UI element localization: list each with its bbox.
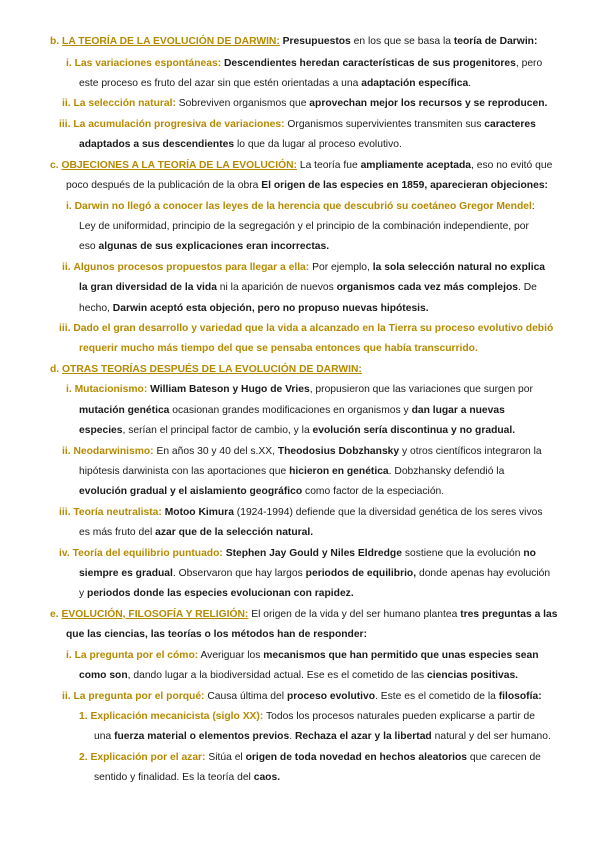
- text-bold: fuerza material o elementos previos: [114, 731, 290, 742]
- text-bold: Theodosius Dobzhansky: [277, 446, 400, 457]
- list-item: [59, 322, 553, 336]
- text-bold: que las ciencias, las teorías o los métodos han de responder:: [66, 629, 367, 640]
- text-bold: organismos cada vez más complejos: [336, 282, 519, 293]
- text: ocasionan grandes modificaciones en organismos y: [172, 405, 409, 416]
- list-item-continuation: [79, 567, 550, 581]
- item-title: La pregunta por el porqué:: [73, 691, 205, 702]
- item-marker: ii.: [62, 262, 71, 273]
- section-marker: d.: [50, 364, 60, 375]
- item-marker: i.: [66, 384, 72, 395]
- item-marker: i.: [66, 58, 72, 69]
- section-title: OTRAS TEORÍAS DESPUÉS DE LA EVOLUCIÓN DE DARWIN:: [62, 364, 362, 375]
- list-item: [66, 200, 535, 214]
- sub-list-item-continuation: [94, 771, 280, 785]
- text-bold: adaptación específica: [361, 78, 469, 89]
- section-title: EVOLUCIÓN, FILOSOFÍA Y RELIGIÓN:: [61, 609, 249, 620]
- text-bold: hicieron en genética: [289, 466, 389, 477]
- list-item: [59, 547, 536, 561]
- list-item-continuation: [79, 485, 444, 499]
- item-marker: ii.: [62, 691, 71, 702]
- text-bold: Darwin aceptó esta objeción, pero no propuso nuevas hipótesis.: [112, 303, 429, 314]
- list-item-continuation: [79, 669, 518, 683]
- list-item: [62, 97, 547, 111]
- text-bold: dan lugar a nuevas: [411, 405, 505, 416]
- text: y: [79, 588, 85, 599]
- section-c-intro-continuation: [66, 179, 548, 193]
- section-marker: c.: [50, 160, 59, 171]
- text-bold: ciencias positivas.: [427, 670, 519, 681]
- list-item: [62, 261, 545, 275]
- text-bold: ampliamente aceptada: [360, 160, 472, 171]
- item-marker: 1.: [79, 711, 88, 722]
- item-title: Las variaciones espontáneas:: [74, 58, 222, 69]
- text-bold: evolución gradual y el aislamiento geográfico: [79, 486, 303, 497]
- list-item-continuation: [79, 404, 505, 418]
- text: este proceso es fruto del azar sin que estén orientadas a una: [79, 78, 359, 89]
- text-bold: algunas de sus explicaciones eran incorrectas.: [98, 241, 330, 252]
- item-marker: ii.: [62, 446, 71, 457]
- item-title: Algunos procesos propuestos para llegar a ella:: [73, 262, 310, 273]
- text-bold: teoría de Darwin:: [453, 36, 538, 47]
- list-item: [59, 118, 536, 132]
- text: natural y del ser humano.: [434, 731, 551, 742]
- item-title: La pregunta por el cómo:: [74, 650, 199, 661]
- text: sentido y finalidad. Es la teoría del: [94, 772, 251, 783]
- text-bold: evolución sería discontinua y no gradual.: [312, 425, 516, 436]
- item-title: Teoría neutralista:: [73, 507, 162, 518]
- section-d-heading: [50, 363, 362, 377]
- item-marker: i.: [66, 201, 72, 212]
- item-marker: iii.: [59, 119, 71, 130]
- text: Causa última del: [207, 691, 285, 702]
- text: hipótesis darwinista con las aportaciones que: [79, 466, 287, 477]
- text: El origen de la vida y del ser humano plantea: [251, 609, 458, 620]
- text-bold: aprovechan mejor los recursos y se reproducen.: [309, 98, 548, 109]
- text-bold: la gran diversidad de la vida: [79, 282, 217, 293]
- text-bold: El origen de las especies en 1859, aparecieran objeciones:: [261, 180, 548, 191]
- sub-list-item-continuation: [94, 730, 551, 744]
- item-marker: iii.: [59, 507, 71, 518]
- item-marker: 2.: [79, 752, 88, 763]
- text: y otros científicos integraron la: [402, 446, 542, 457]
- text: , dando lugar a la biodiversidad actual. Ese es el cometido de las: [127, 670, 425, 681]
- list-item: [62, 445, 542, 459]
- text: La teoría fue: [299, 160, 358, 171]
- text: Por ejemplo,: [312, 262, 370, 273]
- text-bold: Rechaza el azar y la libertad: [294, 731, 432, 742]
- list-item-continuation: [79, 465, 504, 479]
- text-bold: adaptados a sus descendientes: [79, 139, 235, 150]
- section-marker: b.: [50, 36, 60, 47]
- text: Sobreviven organismos que: [178, 98, 307, 109]
- text: :: [531, 201, 535, 212]
- text-bold: Motoo Kimura: [164, 507, 234, 518]
- text: Organismos supervivientes transmiten sus: [287, 119, 482, 130]
- text: , eso no evitó que: [471, 160, 553, 171]
- text-bold: especies: [79, 425, 123, 436]
- text-bold: mutación genética: [79, 405, 170, 416]
- text: .: [289, 731, 293, 742]
- section-c-heading: [50, 159, 552, 173]
- text: . Este es el cometido de la: [375, 691, 496, 702]
- list-item: [66, 57, 542, 71]
- list-item-continuation: [79, 220, 529, 234]
- text-bold: mecanismos que han permitido que unas especies sean: [263, 650, 539, 661]
- section-e-intro-continuation: [66, 628, 367, 642]
- text: Ley de uniformidad, principio de la segregación y el principio de la combinación independiente, por: [79, 221, 529, 232]
- text: (1924-1994) defiende que la diversidad genética de los seres vivos: [236, 507, 543, 518]
- list-item: [66, 383, 533, 397]
- text: lo que da lugar al proceso evolutivo.: [236, 139, 402, 150]
- text: en los que se basa la: [353, 36, 451, 47]
- text-bold: origen de toda novedad en hechos aleatorios: [245, 752, 468, 763]
- list-item-continuation: [79, 342, 478, 356]
- item-marker: iii.: [59, 323, 71, 334]
- sub-list-item: [79, 751, 541, 765]
- list-item-continuation: [79, 138, 402, 152]
- text: eso: [79, 241, 96, 252]
- list-item-continuation: [79, 424, 515, 438]
- item-marker: i.: [66, 650, 72, 661]
- text: . Observaron que hay largos: [172, 568, 303, 579]
- text: Averiguar los: [200, 650, 261, 661]
- text: una: [94, 731, 112, 742]
- text-bold: Descendientes heredan características de sus progenitores: [224, 58, 516, 69]
- sub-list-item: [79, 710, 535, 724]
- text: , pero: [515, 58, 543, 69]
- text: es más fruto del: [79, 527, 153, 538]
- section-e-heading: [50, 608, 557, 622]
- list-item: [62, 690, 542, 704]
- text: Sitúa el: [208, 752, 243, 763]
- text: . De: [518, 282, 537, 293]
- list-item: [66, 649, 539, 663]
- text: como factor de la especiación.: [305, 486, 445, 497]
- text: .: [468, 78, 472, 89]
- text-bold: no: [523, 548, 536, 559]
- text: que carecen de: [469, 752, 541, 763]
- text: poco después de la publicación de la obra: [66, 180, 259, 191]
- list-item-continuation: [79, 240, 329, 254]
- text-bold: periodos donde las especies evolucionan con rapidez.: [87, 588, 354, 599]
- item-marker: iv.: [59, 548, 70, 559]
- text: hecho,: [79, 303, 110, 314]
- text: , serían el principal factor de cambio, y la: [122, 425, 310, 436]
- text: donde apenas hay evolución: [418, 568, 551, 579]
- text-bold: periodos de equilibrio,: [305, 568, 417, 579]
- text: En años 30 y 40 del s.XX,: [156, 446, 275, 457]
- item-title: Teoría del equilibrio puntuado:: [72, 548, 223, 559]
- item-marker: ii.: [62, 98, 71, 109]
- item-title: Darwin no llegó a conocer las leyes de la herencia que descubrió su coetáneo Gregor Mendel: [74, 201, 532, 212]
- item-title: Dado el gran desarrollo y variedad que la vida a alcanzado en la Tierra su proceso evolutivo debió: [73, 323, 554, 334]
- item-title: Mutacionismo:: [74, 384, 148, 395]
- list-item: [59, 506, 542, 520]
- text-bold: como son: [79, 670, 128, 681]
- item-title: Neodarwinismo:: [73, 446, 154, 457]
- text-bold: caos.: [253, 772, 281, 783]
- text: , propusieron que las variaciones que surgen por: [309, 384, 533, 395]
- text-bold: filosofía:: [498, 691, 542, 702]
- text-bold: proceso evolutivo: [286, 691, 376, 702]
- section-b-heading: [50, 35, 537, 49]
- item-title: La selección natural:: [73, 98, 176, 109]
- text-bold: tres preguntas a las: [460, 609, 558, 620]
- text-bold: siempre es gradual: [79, 568, 173, 579]
- list-item-continuation: [79, 526, 313, 540]
- list-item-continuation: [79, 281, 537, 295]
- text-bold: caracteres: [484, 119, 536, 130]
- list-item-continuation: [79, 302, 429, 316]
- section-title: LA TEORÍA DE LA EVOLUCIÓN DE DARWIN:: [62, 36, 280, 47]
- item-title: Explicación por el azar:: [90, 752, 206, 763]
- item-title: Explicación mecanicista (siglo XX):: [90, 711, 264, 722]
- item-title: La acumulación progresiva de variaciones:: [73, 119, 285, 130]
- text-bold: Stephen Jay Gould y Niles Eldredge: [225, 548, 402, 559]
- section-marker: e.: [50, 609, 59, 620]
- list-item-continuation: [79, 587, 354, 601]
- text-bold: William Bateson y Hugo de Vries: [150, 384, 310, 395]
- text: . Dobzhansky defendió la: [388, 466, 505, 477]
- text-bold: azar que de la selección natural.: [155, 527, 314, 538]
- text: ni la aparición de nuevos: [219, 282, 334, 293]
- list-item-continuation: [79, 77, 471, 91]
- section-title: OBJECIONES A LA TEORÍA DE LA EVOLUCIÓN:: [61, 160, 297, 171]
- text-bold: la sola selección natural no explica: [372, 262, 546, 273]
- text: sostiene que la evolución: [404, 548, 521, 559]
- text: Todos los procesos naturales pueden explicarse a partir de: [265, 711, 536, 722]
- text-bold: Presupuestos: [282, 36, 351, 47]
- item-title: requerir mucho más tiempo del que se pensaba entonces que había transcurrido.: [79, 343, 478, 354]
